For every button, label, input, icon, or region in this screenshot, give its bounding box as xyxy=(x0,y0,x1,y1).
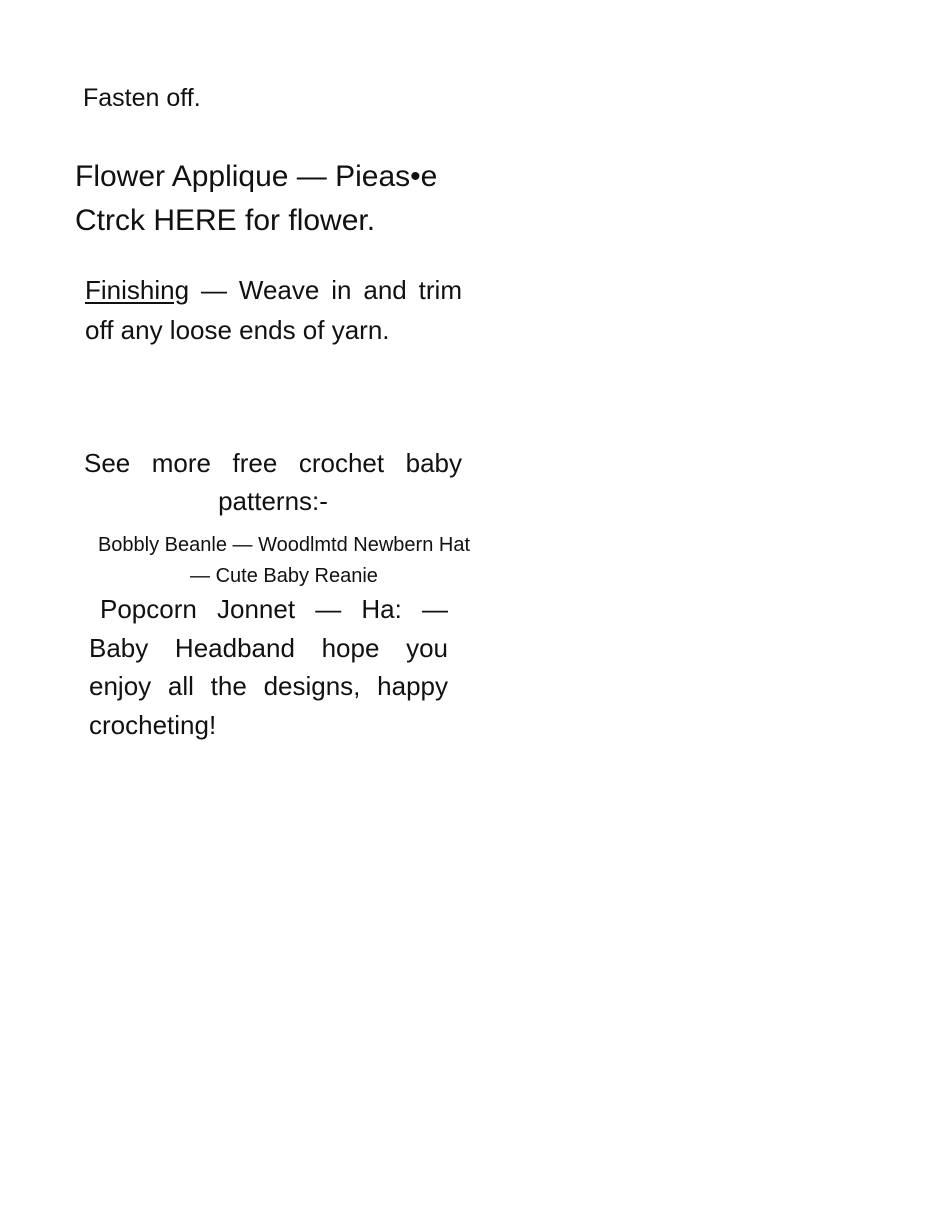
pattern-links-line-1[interactable]: Bobbly Beanle — Woodlmtd Newbern Hat xyxy=(97,534,471,556)
finishing-paragraph xyxy=(85,271,462,350)
finishing-instructions: — Weave in and trim off any loose ends of yarn. xyxy=(85,275,462,345)
flower-applique-link-text[interactable]: Flower Applique — Pieas•e Ctrck HERE for flower. xyxy=(75,160,438,237)
closing-paragraph: Popcorn Jonnet — Ha: — Baby Headband hope you enjoy all the designs, happy crocheting! xyxy=(89,594,448,741)
finishing-heading: Finishing xyxy=(85,275,190,305)
pattern-links xyxy=(84,530,484,592)
see-more-heading: See more free crochet baby patterns:- xyxy=(84,448,462,516)
pattern-links-line-2[interactable]: — Cute Baby Reanie xyxy=(190,565,378,587)
fasten-off-text: Fasten off. xyxy=(83,84,201,112)
